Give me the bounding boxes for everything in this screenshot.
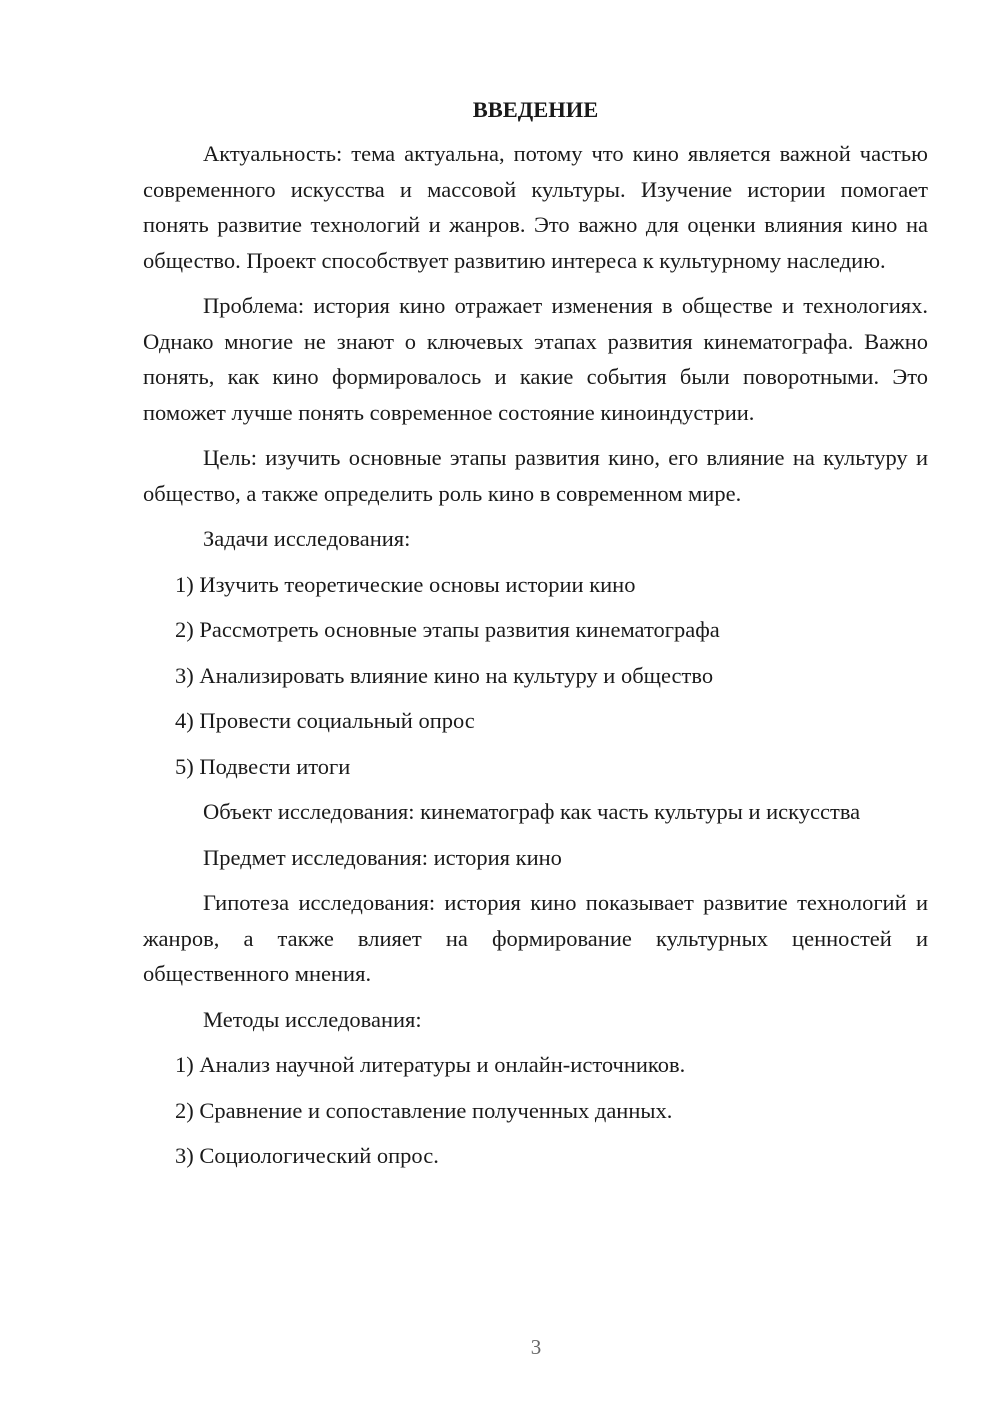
list-item: 2) Сравнение и сопоставление полученных данных. (175, 1097, 673, 1123)
list-item: 5) Подвести итоги (175, 753, 351, 779)
object-paragraph: Объект исследования: кинематограф как часть культуры и искусства (203, 799, 861, 824)
methods-list (143, 1047, 928, 1174)
tasks-heading: Задачи исследования: (203, 526, 411, 551)
methods-heading: Методы исследования: (203, 1006, 422, 1032)
page-content (143, 96, 928, 1184)
hypothesis-paragraph: Гипотеза исследования: история кино показывает развитие технологий и жанров, а также влияет на формирование культурных ценностей и общественного мнения. (143, 890, 928, 986)
list-item: 2) Рассмотреть основные этапы развития кинематографа (175, 617, 720, 642)
goal-paragraph: Цель: изучить основные этапы развития кино, его влияние на культуру и общество, а также определить роль кино в современном мире. (143, 445, 928, 506)
list-item: 3) Социологический опрос. (175, 1143, 439, 1168)
list-item: 1) Анализ научной литературы и онлайн-источников. (175, 1052, 686, 1077)
page-title: ВВЕДЕНИЕ (472, 97, 599, 122)
list-item: 1) Изучить теоретические основы истории кино (175, 571, 636, 597)
list-item: 3) Анализировать влияние кино на культуру и общество (175, 662, 714, 688)
relevance-paragraph: Актуальность: тема актуальна, потому что кино является важной частью современного искусства и массовой культуры. Изучение истории помогает понять развитие технологий и жанров. Это важно для оценки влияния кино на общество. Проект способствует развитию интереса к культурному наследию. (143, 141, 928, 273)
problem-paragraph: Проблема: история кино отражает изменения в обществе и технологиях. Однако многие не знают о ключевых этапах развития кинематографа. Важно понять, как кино формировалось и какие события были поворотными. Это поможет лучше понять современное состояние киноиндустрии. (143, 293, 928, 425)
subject-line: Предмет исследования: история кино (203, 844, 562, 870)
page-number: 3 (530, 1335, 542, 1359)
list-item: 4) Провести социальный опрос (175, 708, 475, 733)
tasks-list (143, 567, 928, 785)
